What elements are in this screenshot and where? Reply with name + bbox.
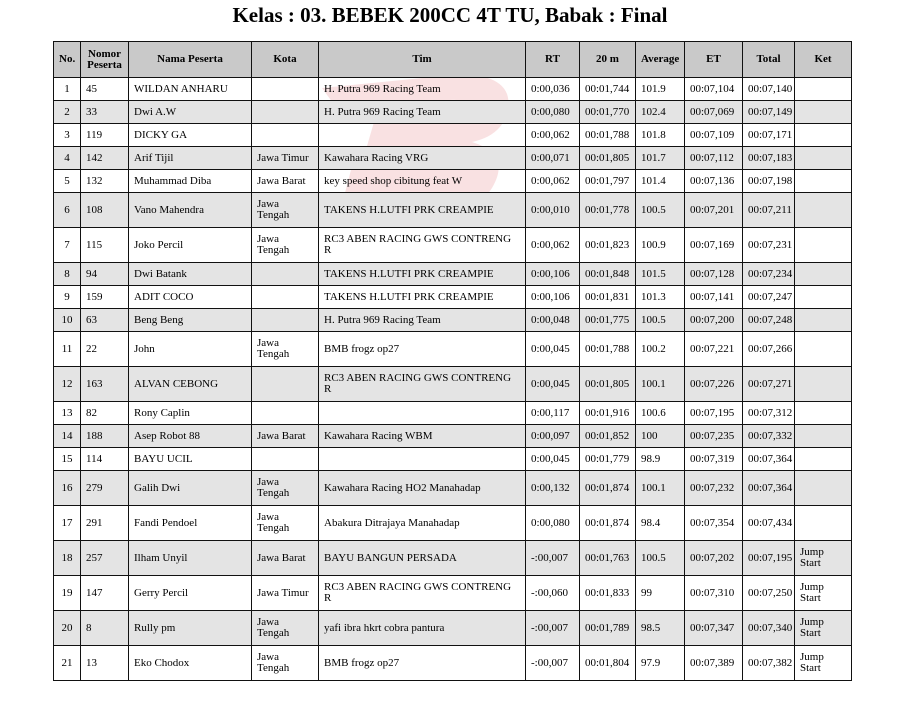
cell-tim: yafi ibra hkrt cobra pantura bbox=[319, 611, 526, 646]
cell-nama: Dwi Batank bbox=[129, 263, 252, 286]
table-row bbox=[54, 193, 852, 228]
cell-ket bbox=[795, 448, 852, 471]
cell-nama: DICKY GA bbox=[129, 124, 252, 147]
cell-average: 97.9 bbox=[636, 646, 685, 681]
cell-et: 00:07,141 bbox=[685, 286, 743, 309]
col-header-rt: RT bbox=[526, 42, 580, 78]
cell-tim: TAKENS H.LUTFI PRK CREAMPIE bbox=[319, 263, 526, 286]
table-row bbox=[54, 78, 852, 101]
col-header-et: ET bbox=[685, 42, 743, 78]
table-row bbox=[54, 124, 852, 147]
cell-kota bbox=[252, 101, 319, 124]
cell-nama: Gerry Percil bbox=[129, 576, 252, 611]
cell-no: 19 bbox=[54, 576, 81, 611]
cell-kota bbox=[252, 78, 319, 101]
cell-et: 00:07,104 bbox=[685, 78, 743, 101]
cell-total: 00:07,250 bbox=[743, 576, 795, 611]
cell-total: 00:07,364 bbox=[743, 448, 795, 471]
cell-et: 00:07,347 bbox=[685, 611, 743, 646]
table-row bbox=[54, 101, 852, 124]
cell-no: 5 bbox=[54, 170, 81, 193]
cell-rt: 0:00,080 bbox=[526, 101, 580, 124]
cell-ket bbox=[795, 101, 852, 124]
cell-no: 4 bbox=[54, 147, 81, 170]
cell-rt: -:00,007 bbox=[526, 541, 580, 576]
table-row bbox=[54, 332, 852, 367]
cell-tim: RC3 ABEN RACING GWS CONTRENG R bbox=[319, 228, 526, 263]
cell-ket bbox=[795, 193, 852, 228]
cell-ket bbox=[795, 506, 852, 541]
cell-average: 100.9 bbox=[636, 228, 685, 263]
cell-kota: Jawa Timur bbox=[252, 576, 319, 611]
cell-no: 18 bbox=[54, 541, 81, 576]
cell-et: 00:07,202 bbox=[685, 541, 743, 576]
table-row bbox=[54, 367, 852, 402]
cell-ket bbox=[795, 286, 852, 309]
cell-et: 00:07,201 bbox=[685, 193, 743, 228]
cell-no: 7 bbox=[54, 228, 81, 263]
cell-average: 101.3 bbox=[636, 286, 685, 309]
cell-20m: 00:01,831 bbox=[580, 286, 636, 309]
cell-nama: BAYU UCIL bbox=[129, 448, 252, 471]
cell-nama: Beng Beng bbox=[129, 309, 252, 332]
cell-nama: Muhammad Diba bbox=[129, 170, 252, 193]
cell-total: 00:07,340 bbox=[743, 611, 795, 646]
cell-no: 13 bbox=[54, 402, 81, 425]
cell-no: 1 bbox=[54, 78, 81, 101]
cell-nomor: 142 bbox=[81, 147, 129, 170]
cell-ket bbox=[795, 170, 852, 193]
cell-ket bbox=[795, 263, 852, 286]
cell-average: 98.4 bbox=[636, 506, 685, 541]
cell-ket: Jump Start bbox=[795, 646, 852, 681]
cell-rt: 0:00,071 bbox=[526, 147, 580, 170]
cell-average: 101.8 bbox=[636, 124, 685, 147]
cell-average: 102.4 bbox=[636, 101, 685, 124]
cell-20m: 00:01,852 bbox=[580, 425, 636, 448]
cell-rt: -:00,007 bbox=[526, 646, 580, 681]
cell-tim: Kawahara Racing WBM bbox=[319, 425, 526, 448]
cell-tim bbox=[319, 448, 526, 471]
cell-nama: Eko Chodox bbox=[129, 646, 252, 681]
col-header-nomor-line2: Peserta bbox=[87, 58, 122, 71]
cell-nama: Rony Caplin bbox=[129, 402, 252, 425]
cell-rt: 0:00,045 bbox=[526, 367, 580, 402]
cell-tim: Kawahara Racing VRG bbox=[319, 147, 526, 170]
cell-20m: 00:01,788 bbox=[580, 124, 636, 147]
cell-20m: 00:01,778 bbox=[580, 193, 636, 228]
cell-20m: 00:01,874 bbox=[580, 506, 636, 541]
cell-ket bbox=[795, 425, 852, 448]
cell-tim: BAYU BANGUN PERSADA bbox=[319, 541, 526, 576]
cell-20m: 00:01,874 bbox=[580, 471, 636, 506]
cell-nama: Asep Robot 88 bbox=[129, 425, 252, 448]
cell-average: 100.5 bbox=[636, 309, 685, 332]
cell-nomor: 13 bbox=[81, 646, 129, 681]
cell-kota: Jawa Barat bbox=[252, 170, 319, 193]
cell-total: 00:07,198 bbox=[743, 170, 795, 193]
cell-kota: Jawa Tengah bbox=[252, 611, 319, 646]
cell-nomor: 8 bbox=[81, 611, 129, 646]
cell-total: 00:07,247 bbox=[743, 286, 795, 309]
cell-rt: 0:00,097 bbox=[526, 425, 580, 448]
cell-et: 00:07,169 bbox=[685, 228, 743, 263]
cell-average: 100.2 bbox=[636, 332, 685, 367]
table-row bbox=[54, 646, 852, 681]
cell-et: 00:07,136 bbox=[685, 170, 743, 193]
cell-nomor: 291 bbox=[81, 506, 129, 541]
cell-rt: 0:00,048 bbox=[526, 309, 580, 332]
table-row bbox=[54, 541, 852, 576]
table-row bbox=[54, 448, 852, 471]
cell-et: 00:07,128 bbox=[685, 263, 743, 286]
cell-rt: 0:00,062 bbox=[526, 228, 580, 263]
cell-rt: 0:00,045 bbox=[526, 448, 580, 471]
cell-nomor: 279 bbox=[81, 471, 129, 506]
cell-et: 00:07,195 bbox=[685, 402, 743, 425]
cell-kota: Jawa Barat bbox=[252, 425, 319, 448]
cell-20m: 00:01,789 bbox=[580, 611, 636, 646]
cell-kota: Jawa Tengah bbox=[252, 646, 319, 681]
cell-ket bbox=[795, 78, 852, 101]
cell-ket bbox=[795, 147, 852, 170]
cell-nama: Galih Dwi bbox=[129, 471, 252, 506]
cell-total: 00:07,364 bbox=[743, 471, 795, 506]
cell-ket bbox=[795, 228, 852, 263]
cell-et: 00:07,226 bbox=[685, 367, 743, 402]
cell-total: 00:07,149 bbox=[743, 101, 795, 124]
cell-no: 10 bbox=[54, 309, 81, 332]
cell-total: 00:07,231 bbox=[743, 228, 795, 263]
cell-nomor: 94 bbox=[81, 263, 129, 286]
cell-average: 100.1 bbox=[636, 367, 685, 402]
cell-no: 3 bbox=[54, 124, 81, 147]
cell-average: 100.1 bbox=[636, 471, 685, 506]
cell-et: 00:07,235 bbox=[685, 425, 743, 448]
cell-20m: 00:01,770 bbox=[580, 101, 636, 124]
cell-nomor: 132 bbox=[81, 170, 129, 193]
cell-tim: RC3 ABEN RACING GWS CONTRENG R bbox=[319, 576, 526, 611]
cell-20m: 00:01,744 bbox=[580, 78, 636, 101]
cell-nomor: 108 bbox=[81, 193, 129, 228]
cell-no: 12 bbox=[54, 367, 81, 402]
cell-20m: 00:01,797 bbox=[580, 170, 636, 193]
cell-rt: -:00,060 bbox=[526, 576, 580, 611]
cell-average: 98.5 bbox=[636, 611, 685, 646]
cell-20m: 00:01,805 bbox=[580, 367, 636, 402]
cell-rt: 0:00,062 bbox=[526, 170, 580, 193]
col-header-no: No. bbox=[54, 42, 81, 78]
cell-average: 100 bbox=[636, 425, 685, 448]
cell-no: 17 bbox=[54, 506, 81, 541]
cell-ket: Jump Start bbox=[795, 611, 852, 646]
cell-tim: TAKENS H.LUTFI PRK CREAMPIE bbox=[319, 286, 526, 309]
cell-nomor: 257 bbox=[81, 541, 129, 576]
cell-total: 00:07,271 bbox=[743, 367, 795, 402]
header-row bbox=[54, 42, 852, 78]
cell-total: 00:07,332 bbox=[743, 425, 795, 448]
cell-total: 00:07,248 bbox=[743, 309, 795, 332]
cell-nama: WILDAN ANHARU bbox=[129, 78, 252, 101]
cell-kota: Jawa Tengah bbox=[252, 471, 319, 506]
cell-nama: Vano Mahendra bbox=[129, 193, 252, 228]
cell-rt: 0:00,010 bbox=[526, 193, 580, 228]
cell-et: 00:07,319 bbox=[685, 448, 743, 471]
cell-tim: RC3 ABEN RACING GWS CONTRENG R bbox=[319, 367, 526, 402]
cell-20m: 00:01,823 bbox=[580, 228, 636, 263]
col-header-tim: Tim bbox=[319, 42, 526, 78]
cell-average: 101.5 bbox=[636, 263, 685, 286]
cell-tim: BMB frogz op27 bbox=[319, 646, 526, 681]
cell-no: 11 bbox=[54, 332, 81, 367]
cell-nomor: 45 bbox=[81, 78, 129, 101]
cell-rt: 0:00,117 bbox=[526, 402, 580, 425]
cell-20m: 00:01,805 bbox=[580, 147, 636, 170]
cell-tim: H. Putra 969 Racing Team bbox=[319, 101, 526, 124]
cell-no: 8 bbox=[54, 263, 81, 286]
table-row bbox=[54, 576, 852, 611]
cell-nomor: 159 bbox=[81, 286, 129, 309]
col-header-nomor bbox=[81, 42, 129, 78]
cell-kota: Jawa Tengah bbox=[252, 228, 319, 263]
cell-nomor: 114 bbox=[81, 448, 129, 471]
cell-total: 00:07,183 bbox=[743, 147, 795, 170]
cell-no: 15 bbox=[54, 448, 81, 471]
cell-ket bbox=[795, 367, 852, 402]
cell-no: 9 bbox=[54, 286, 81, 309]
cell-average: 100.5 bbox=[636, 541, 685, 576]
cell-average: 101.4 bbox=[636, 170, 685, 193]
cell-total: 00:07,266 bbox=[743, 332, 795, 367]
cell-kota bbox=[252, 286, 319, 309]
cell-kota bbox=[252, 402, 319, 425]
table-row bbox=[54, 506, 852, 541]
cell-20m: 00:01,788 bbox=[580, 332, 636, 367]
cell-average: 99 bbox=[636, 576, 685, 611]
cell-20m: 00:01,763 bbox=[580, 541, 636, 576]
cell-nomor: 188 bbox=[81, 425, 129, 448]
cell-et: 00:07,200 bbox=[685, 309, 743, 332]
cell-nama: Ilham Unyil bbox=[129, 541, 252, 576]
cell-rt: 0:00,106 bbox=[526, 263, 580, 286]
cell-total: 00:07,234 bbox=[743, 263, 795, 286]
cell-tim: H. Putra 969 Racing Team bbox=[319, 78, 526, 101]
cell-kota bbox=[252, 263, 319, 286]
cell-20m: 00:01,804 bbox=[580, 646, 636, 681]
cell-nama: Arif Tijil bbox=[129, 147, 252, 170]
cell-nama: Fandi Pendoel bbox=[129, 506, 252, 541]
cell-kota bbox=[252, 367, 319, 402]
cell-total: 00:07,382 bbox=[743, 646, 795, 681]
cell-no: 21 bbox=[54, 646, 81, 681]
col-header-ket: Ket bbox=[795, 42, 852, 78]
cell-et: 00:07,310 bbox=[685, 576, 743, 611]
cell-average: 101.7 bbox=[636, 147, 685, 170]
table-row bbox=[54, 611, 852, 646]
cell-rt: 0:00,036 bbox=[526, 78, 580, 101]
cell-et: 00:07,109 bbox=[685, 124, 743, 147]
cell-tim: Abakura Ditrajaya Manahadap bbox=[319, 506, 526, 541]
cell-no: 16 bbox=[54, 471, 81, 506]
cell-average: 100.5 bbox=[636, 193, 685, 228]
cell-nomor: 115 bbox=[81, 228, 129, 263]
cell-nomor: 33 bbox=[81, 101, 129, 124]
cell-kota bbox=[252, 309, 319, 332]
table-row bbox=[54, 286, 852, 309]
cell-rt: 0:00,080 bbox=[526, 506, 580, 541]
cell-rt: 0:00,045 bbox=[526, 332, 580, 367]
cell-ket bbox=[795, 309, 852, 332]
cell-ket bbox=[795, 471, 852, 506]
cell-nomor: 147 bbox=[81, 576, 129, 611]
cell-rt: -:00,007 bbox=[526, 611, 580, 646]
col-header-20m: 20 m bbox=[580, 42, 636, 78]
table-row bbox=[54, 425, 852, 448]
col-header-total: Total bbox=[743, 42, 795, 78]
cell-nomor: 163 bbox=[81, 367, 129, 402]
cell-tim: key speed shop cibitung feat W bbox=[319, 170, 526, 193]
cell-nama: John bbox=[129, 332, 252, 367]
cell-ket bbox=[795, 332, 852, 367]
cell-no: 2 bbox=[54, 101, 81, 124]
cell-20m: 00:01,833 bbox=[580, 576, 636, 611]
col-header-kota: Kota bbox=[252, 42, 319, 78]
cell-rt: 0:00,106 bbox=[526, 286, 580, 309]
cell-total: 00:07,312 bbox=[743, 402, 795, 425]
cell-kota: Jawa Tengah bbox=[252, 506, 319, 541]
cell-et: 00:07,354 bbox=[685, 506, 743, 541]
cell-total: 00:07,171 bbox=[743, 124, 795, 147]
table-row bbox=[54, 147, 852, 170]
cell-nomor: 82 bbox=[81, 402, 129, 425]
cell-kota bbox=[252, 124, 319, 147]
table-row bbox=[54, 471, 852, 506]
cell-kota: Jawa Tengah bbox=[252, 193, 319, 228]
cell-ket: Jump Start bbox=[795, 541, 852, 576]
cell-et: 00:07,221 bbox=[685, 332, 743, 367]
page-title: Kelas : 03. BEBEK 200CC 4T TU, Babak : Final bbox=[232, 3, 668, 27]
cell-tim: BMB frogz op27 bbox=[319, 332, 526, 367]
cell-nomor: 119 bbox=[81, 124, 129, 147]
cell-tim: H. Putra 969 Racing Team bbox=[319, 309, 526, 332]
cell-ket: Jump Start bbox=[795, 576, 852, 611]
cell-average: 100.6 bbox=[636, 402, 685, 425]
cell-et: 00:07,112 bbox=[685, 147, 743, 170]
table-row bbox=[54, 402, 852, 425]
cell-average: 98.9 bbox=[636, 448, 685, 471]
cell-tim: Kawahara Racing HO2 Manahadap bbox=[319, 471, 526, 506]
col-header-nama: Nama Peserta bbox=[129, 42, 252, 78]
cell-rt: 0:00,062 bbox=[526, 124, 580, 147]
col-header-nomor-line1: Nomor bbox=[88, 47, 121, 60]
cell-kota: Jawa Barat bbox=[252, 541, 319, 576]
cell-no: 20 bbox=[54, 611, 81, 646]
cell-total: 00:07,140 bbox=[743, 78, 795, 101]
cell-nama: Rully pm bbox=[129, 611, 252, 646]
cell-no: 14 bbox=[54, 425, 81, 448]
cell-nomor: 63 bbox=[81, 309, 129, 332]
cell-et: 00:07,069 bbox=[685, 101, 743, 124]
cell-et: 00:07,232 bbox=[685, 471, 743, 506]
cell-tim: TAKENS H.LUTFI PRK CREAMPIE bbox=[319, 193, 526, 228]
cell-kota: Jawa Timur bbox=[252, 147, 319, 170]
col-header-average: Average bbox=[636, 42, 685, 78]
cell-tim bbox=[319, 124, 526, 147]
cell-ket bbox=[795, 402, 852, 425]
cell-total: 00:07,434 bbox=[743, 506, 795, 541]
results-table bbox=[53, 41, 852, 681]
cell-nomor: 22 bbox=[81, 332, 129, 367]
table-row bbox=[54, 309, 852, 332]
table-row bbox=[54, 170, 852, 193]
cell-20m: 00:01,916 bbox=[580, 402, 636, 425]
cell-20m: 00:01,775 bbox=[580, 309, 636, 332]
cell-nama: Joko Percil bbox=[129, 228, 252, 263]
cell-kota bbox=[252, 448, 319, 471]
cell-average: 101.9 bbox=[636, 78, 685, 101]
cell-rt: 0:00,132 bbox=[526, 471, 580, 506]
cell-nama: ADIT COCO bbox=[129, 286, 252, 309]
cell-20m: 00:01,848 bbox=[580, 263, 636, 286]
cell-no: 6 bbox=[54, 193, 81, 228]
cell-kota: Jawa Tengah bbox=[252, 332, 319, 367]
cell-total: 00:07,211 bbox=[743, 193, 795, 228]
cell-total: 00:07,195 bbox=[743, 541, 795, 576]
cell-20m: 00:01,779 bbox=[580, 448, 636, 471]
table-row bbox=[54, 263, 852, 286]
cell-et: 00:07,389 bbox=[685, 646, 743, 681]
cell-nama: ALVAN CEBONG bbox=[129, 367, 252, 402]
cell-tim bbox=[319, 402, 526, 425]
cell-nama: Dwi A.W bbox=[129, 101, 252, 124]
cell-ket bbox=[795, 124, 852, 147]
table-row bbox=[54, 228, 852, 263]
